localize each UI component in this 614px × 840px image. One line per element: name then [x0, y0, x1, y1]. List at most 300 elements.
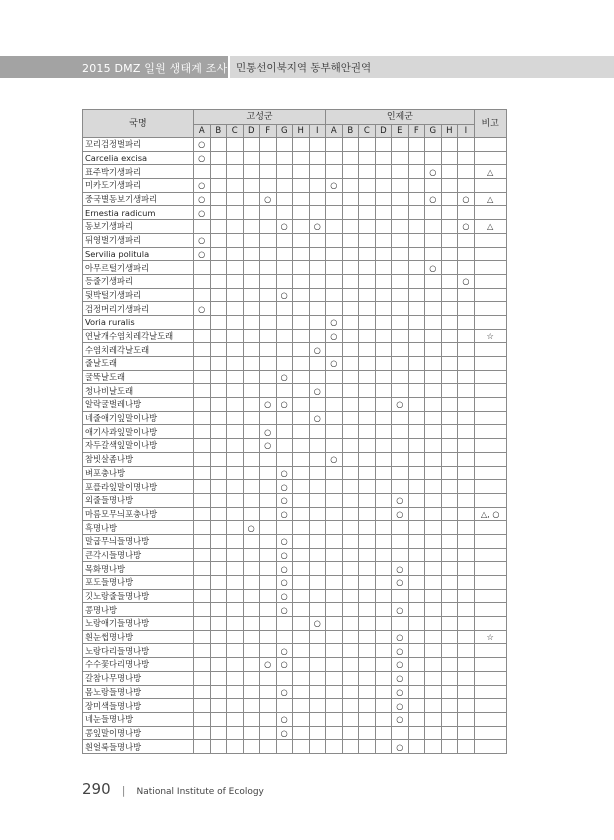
- empty-cell: [326, 220, 343, 234]
- table-row: [83, 603, 507, 617]
- empty-cell: [243, 576, 260, 590]
- empty-cell: [342, 603, 359, 617]
- species-name: 뒷박털기생파리: [83, 288, 194, 302]
- empty-cell: [210, 534, 227, 548]
- species-name: 수수꽃다리명나방: [83, 658, 194, 672]
- empty-cell: [375, 192, 392, 206]
- empty-cell: [441, 617, 458, 631]
- empty-cell: [392, 179, 409, 193]
- empty-cell: [441, 398, 458, 412]
- empty-cell: [425, 357, 442, 371]
- empty-cell: [359, 589, 376, 603]
- empty-cell: [342, 370, 359, 384]
- empty-cell: [392, 233, 409, 247]
- empty-cell: [210, 671, 227, 685]
- empty-cell: [309, 480, 326, 494]
- empty-cell: [293, 357, 310, 371]
- empty-cell: [227, 740, 244, 754]
- empty-cell: [408, 726, 425, 740]
- empty-cell: [194, 398, 211, 412]
- empty-cell: [408, 493, 425, 507]
- empty-cell: [326, 576, 343, 590]
- empty-cell: [293, 521, 310, 535]
- empty-cell: [260, 288, 277, 302]
- empty-cell: [260, 712, 277, 726]
- empty-cell: [458, 411, 475, 425]
- empty-cell: [441, 343, 458, 357]
- empty-cell: [458, 617, 475, 631]
- empty-cell: [441, 233, 458, 247]
- empty-cell: [408, 288, 425, 302]
- empty-cell: [260, 507, 277, 521]
- empty-cell: [243, 398, 260, 412]
- empty-cell: [210, 439, 227, 453]
- empty-cell: [243, 740, 260, 754]
- empty-cell: [309, 329, 326, 343]
- empty-cell: [392, 548, 409, 562]
- empty-cell: [441, 740, 458, 754]
- empty-cell: [408, 699, 425, 713]
- empty-cell: [194, 534, 211, 548]
- empty-cell: [227, 658, 244, 672]
- empty-cell: [375, 247, 392, 261]
- empty-cell: [359, 247, 376, 261]
- inje-site-header: A: [326, 125, 343, 138]
- empty-cell: [309, 192, 326, 206]
- empty-cell: [359, 548, 376, 562]
- table-row: [83, 493, 507, 507]
- empty-cell: [392, 165, 409, 179]
- empty-cell: [375, 179, 392, 193]
- empty-cell: [425, 206, 442, 220]
- empty-cell: [326, 699, 343, 713]
- empty-cell: [194, 671, 211, 685]
- table-row: [83, 712, 507, 726]
- empty-cell: [326, 151, 343, 165]
- empty-cell: [210, 452, 227, 466]
- occurrence-mark: ○: [276, 288, 293, 302]
- empty-cell: [375, 740, 392, 754]
- empty-cell: [392, 192, 409, 206]
- empty-cell: [375, 261, 392, 275]
- empty-cell: [375, 548, 392, 562]
- empty-cell: [260, 315, 277, 329]
- empty-cell: [194, 466, 211, 480]
- empty-cell: [243, 329, 260, 343]
- empty-cell: [441, 151, 458, 165]
- note-cell: [474, 548, 506, 562]
- empty-cell: [425, 699, 442, 713]
- empty-cell: [425, 439, 442, 453]
- empty-cell: [227, 274, 244, 288]
- occurrence-mark: ○: [458, 274, 475, 288]
- empty-cell: [375, 712, 392, 726]
- empty-cell: [359, 357, 376, 371]
- empty-cell: [425, 247, 442, 261]
- species-name: 포도들명나방: [83, 576, 194, 590]
- empty-cell: [260, 493, 277, 507]
- empty-cell: [326, 603, 343, 617]
- empty-cell: [326, 192, 343, 206]
- occurrence-mark: ○: [309, 343, 326, 357]
- empty-cell: [375, 220, 392, 234]
- species-name: 흑명나방: [83, 521, 194, 535]
- empty-cell: [441, 562, 458, 576]
- empty-cell: [458, 712, 475, 726]
- empty-cell: [326, 562, 343, 576]
- empty-cell: [392, 466, 409, 480]
- empty-cell: [194, 685, 211, 699]
- species-name: 큰각시들명나방: [83, 548, 194, 562]
- empty-cell: [326, 589, 343, 603]
- empty-cell: [194, 548, 211, 562]
- empty-cell: [342, 206, 359, 220]
- empty-cell: [425, 274, 442, 288]
- empty-cell: [210, 165, 227, 179]
- empty-cell: [243, 699, 260, 713]
- table-row: [83, 507, 507, 521]
- empty-cell: [243, 302, 260, 316]
- empty-cell: [227, 233, 244, 247]
- species-name: Servilia politula: [83, 247, 194, 261]
- empty-cell: [293, 151, 310, 165]
- note-cell: [474, 658, 506, 672]
- occurrence-mark: ○: [326, 315, 343, 329]
- empty-cell: [293, 370, 310, 384]
- occurrence-mark: ○: [392, 562, 409, 576]
- empty-cell: [293, 165, 310, 179]
- occurrence-mark: ○: [276, 507, 293, 521]
- empty-cell: [425, 521, 442, 535]
- empty-cell: [359, 712, 376, 726]
- occurrence-mark: ○: [326, 179, 343, 193]
- empty-cell: [441, 274, 458, 288]
- empty-cell: [210, 206, 227, 220]
- empty-cell: [408, 548, 425, 562]
- species-name: 참빗살좀나방: [83, 452, 194, 466]
- empty-cell: [309, 589, 326, 603]
- empty-cell: [408, 151, 425, 165]
- empty-cell: [194, 617, 211, 631]
- empty-cell: [375, 452, 392, 466]
- empty-cell: [293, 302, 310, 316]
- empty-cell: [359, 220, 376, 234]
- empty-cell: [210, 493, 227, 507]
- empty-cell: [375, 576, 392, 590]
- empty-cell: [441, 425, 458, 439]
- empty-cell: [309, 302, 326, 316]
- empty-cell: [227, 398, 244, 412]
- empty-cell: [375, 726, 392, 740]
- species-name: 알락굴벌레나방: [83, 398, 194, 412]
- empty-cell: [342, 288, 359, 302]
- species-name: 굴뚝날도래: [83, 370, 194, 384]
- table-row: [83, 439, 507, 453]
- note-cell: [474, 343, 506, 357]
- empty-cell: [243, 466, 260, 480]
- table-row: [83, 151, 507, 165]
- empty-cell: [441, 220, 458, 234]
- table-row: [83, 179, 507, 193]
- note-cell: [474, 398, 506, 412]
- empty-cell: [194, 220, 211, 234]
- empty-cell: [342, 562, 359, 576]
- empty-cell: [210, 329, 227, 343]
- empty-cell: [227, 726, 244, 740]
- occurrence-mark: ○: [425, 165, 442, 179]
- empty-cell: [408, 315, 425, 329]
- table-row: [83, 370, 507, 384]
- occurrence-mark: ○: [243, 521, 260, 535]
- empty-cell: [326, 288, 343, 302]
- empty-cell: [309, 521, 326, 535]
- goseong-site-header: A: [194, 125, 211, 138]
- inje-site-header: F: [408, 125, 425, 138]
- species-name: 중국별동보기생파리: [83, 192, 194, 206]
- goseong-site-header: G: [276, 125, 293, 138]
- empty-cell: [375, 288, 392, 302]
- empty-cell: [260, 384, 277, 398]
- empty-cell: [441, 370, 458, 384]
- note-cell: [474, 425, 506, 439]
- empty-cell: [293, 315, 310, 329]
- empty-cell: [210, 343, 227, 357]
- occurrence-mark: ○: [260, 658, 277, 672]
- empty-cell: [359, 466, 376, 480]
- occurrence-mark: ○: [194, 302, 211, 316]
- table-row: [83, 521, 507, 535]
- empty-cell: [194, 521, 211, 535]
- empty-cell: [375, 630, 392, 644]
- empty-cell: [375, 685, 392, 699]
- occurrence-mark: ○: [309, 220, 326, 234]
- species-name: 아무르털기생파리: [83, 261, 194, 275]
- empty-cell: [408, 233, 425, 247]
- empty-cell: [260, 630, 277, 644]
- empty-cell: [441, 493, 458, 507]
- note-cell: [474, 521, 506, 535]
- empty-cell: [408, 357, 425, 371]
- occurrence-mark: ○: [392, 644, 409, 658]
- header-divider: [228, 56, 230, 78]
- note-cell: [474, 384, 506, 398]
- empty-cell: [326, 343, 343, 357]
- empty-cell: [276, 452, 293, 466]
- table-row: [83, 315, 507, 329]
- empty-cell: [425, 603, 442, 617]
- occurrence-mark: ○: [194, 206, 211, 220]
- empty-cell: [194, 480, 211, 494]
- note-cell: [474, 179, 506, 193]
- empty-cell: [375, 603, 392, 617]
- empty-cell: [276, 138, 293, 152]
- empty-cell: [194, 343, 211, 357]
- empty-cell: [276, 206, 293, 220]
- occurrence-mark: ○: [326, 452, 343, 466]
- empty-cell: [408, 576, 425, 590]
- occurrence-mark: ○: [276, 534, 293, 548]
- empty-cell: [243, 165, 260, 179]
- occurrence-mark: ○: [425, 192, 442, 206]
- empty-cell: [276, 699, 293, 713]
- table-row: [83, 699, 507, 713]
- empty-cell: [210, 220, 227, 234]
- empty-cell: [441, 452, 458, 466]
- empty-cell: [392, 206, 409, 220]
- empty-cell: [210, 138, 227, 152]
- note-cell: [474, 644, 506, 658]
- empty-cell: [342, 740, 359, 754]
- empty-cell: [326, 726, 343, 740]
- table-row: [83, 398, 507, 412]
- empty-cell: [458, 521, 475, 535]
- empty-cell: [425, 685, 442, 699]
- empty-cell: [458, 644, 475, 658]
- empty-cell: [458, 302, 475, 316]
- species-name: 꼬리검정벌파리: [83, 138, 194, 152]
- goseong-site-header: H: [293, 125, 310, 138]
- empty-cell: [276, 247, 293, 261]
- empty-cell: [441, 206, 458, 220]
- empty-cell: [458, 138, 475, 152]
- empty-cell: [359, 576, 376, 590]
- empty-cell: [260, 452, 277, 466]
- empty-cell: [458, 384, 475, 398]
- note-cell: [474, 726, 506, 740]
- occurrence-mark: ○: [276, 644, 293, 658]
- empty-cell: [194, 699, 211, 713]
- empty-cell: [326, 466, 343, 480]
- empty-cell: [210, 370, 227, 384]
- empty-cell: [458, 343, 475, 357]
- empty-cell: [408, 302, 425, 316]
- empty-cell: [342, 343, 359, 357]
- empty-cell: [342, 165, 359, 179]
- empty-cell: [293, 630, 310, 644]
- empty-cell: [342, 658, 359, 672]
- empty-cell: [309, 439, 326, 453]
- empty-cell: [342, 151, 359, 165]
- empty-cell: [260, 576, 277, 590]
- empty-cell: [375, 206, 392, 220]
- empty-cell: [243, 343, 260, 357]
- empty-cell: [243, 179, 260, 193]
- species-name: 벼포충나방: [83, 466, 194, 480]
- empty-cell: [441, 589, 458, 603]
- empty-cell: [210, 685, 227, 699]
- empty-cell: [375, 233, 392, 247]
- table-row: [83, 384, 507, 398]
- occurrence-mark: ○: [276, 685, 293, 699]
- empty-cell: [375, 151, 392, 165]
- empty-cell: [194, 712, 211, 726]
- occurrence-mark: ○: [425, 261, 442, 275]
- empty-cell: [359, 685, 376, 699]
- empty-cell: [458, 439, 475, 453]
- empty-cell: [458, 534, 475, 548]
- empty-cell: [458, 726, 475, 740]
- table-header-row-groups: [83, 110, 507, 125]
- empty-cell: [227, 288, 244, 302]
- inje-site-header: B: [342, 125, 359, 138]
- empty-cell: [309, 740, 326, 754]
- empty-cell: [260, 726, 277, 740]
- empty-cell: [227, 452, 244, 466]
- occurrence-mark: ○: [276, 589, 293, 603]
- empty-cell: [293, 261, 310, 275]
- empty-cell: [194, 740, 211, 754]
- empty-cell: [425, 179, 442, 193]
- empty-cell: [243, 603, 260, 617]
- empty-cell: [227, 370, 244, 384]
- empty-cell: [326, 425, 343, 439]
- empty-cell: [243, 617, 260, 631]
- empty-cell: [425, 233, 442, 247]
- empty-cell: [260, 220, 277, 234]
- empty-cell: [425, 343, 442, 357]
- empty-cell: [425, 220, 442, 234]
- empty-cell: [227, 138, 244, 152]
- empty-cell: [441, 644, 458, 658]
- empty-cell: [458, 206, 475, 220]
- report-title: 2015 DMZ 일원 생태계 조사: [82, 62, 228, 75]
- empty-cell: [375, 617, 392, 631]
- empty-cell: [227, 576, 244, 590]
- occurrence-mark: ○: [276, 726, 293, 740]
- empty-cell: [392, 302, 409, 316]
- empty-cell: [326, 370, 343, 384]
- empty-cell: [342, 507, 359, 521]
- empty-cell: [458, 671, 475, 685]
- species-name: Carcelia excisa: [83, 151, 194, 165]
- empty-cell: [293, 425, 310, 439]
- empty-cell: [210, 740, 227, 754]
- empty-cell: [392, 138, 409, 152]
- note-cell: ☆: [474, 630, 506, 644]
- empty-cell: [194, 288, 211, 302]
- occurrence-mark: ○: [194, 233, 211, 247]
- empty-cell: [210, 357, 227, 371]
- empty-cell: [375, 165, 392, 179]
- empty-cell: [309, 151, 326, 165]
- occurrence-mark: ○: [392, 712, 409, 726]
- occurrence-mark: ○: [194, 179, 211, 193]
- empty-cell: [408, 165, 425, 179]
- empty-cell: [392, 617, 409, 631]
- empty-cell: [425, 507, 442, 521]
- empty-cell: [425, 644, 442, 658]
- empty-cell: [210, 384, 227, 398]
- empty-cell: [392, 534, 409, 548]
- empty-cell: [458, 151, 475, 165]
- empty-cell: [309, 165, 326, 179]
- occurrence-mark: ○: [392, 685, 409, 699]
- empty-cell: [375, 507, 392, 521]
- empty-cell: [441, 179, 458, 193]
- empty-cell: [194, 425, 211, 439]
- empty-cell: [458, 699, 475, 713]
- species-name: 깃노랑줄들명나방: [83, 589, 194, 603]
- note-cell: [474, 206, 506, 220]
- empty-cell: [227, 302, 244, 316]
- empty-cell: [342, 630, 359, 644]
- empty-cell: [441, 384, 458, 398]
- empty-cell: [309, 274, 326, 288]
- empty-cell: [194, 357, 211, 371]
- empty-cell: [210, 548, 227, 562]
- occurrence-mark: ○: [392, 658, 409, 672]
- goseong-site-header: I: [309, 125, 326, 138]
